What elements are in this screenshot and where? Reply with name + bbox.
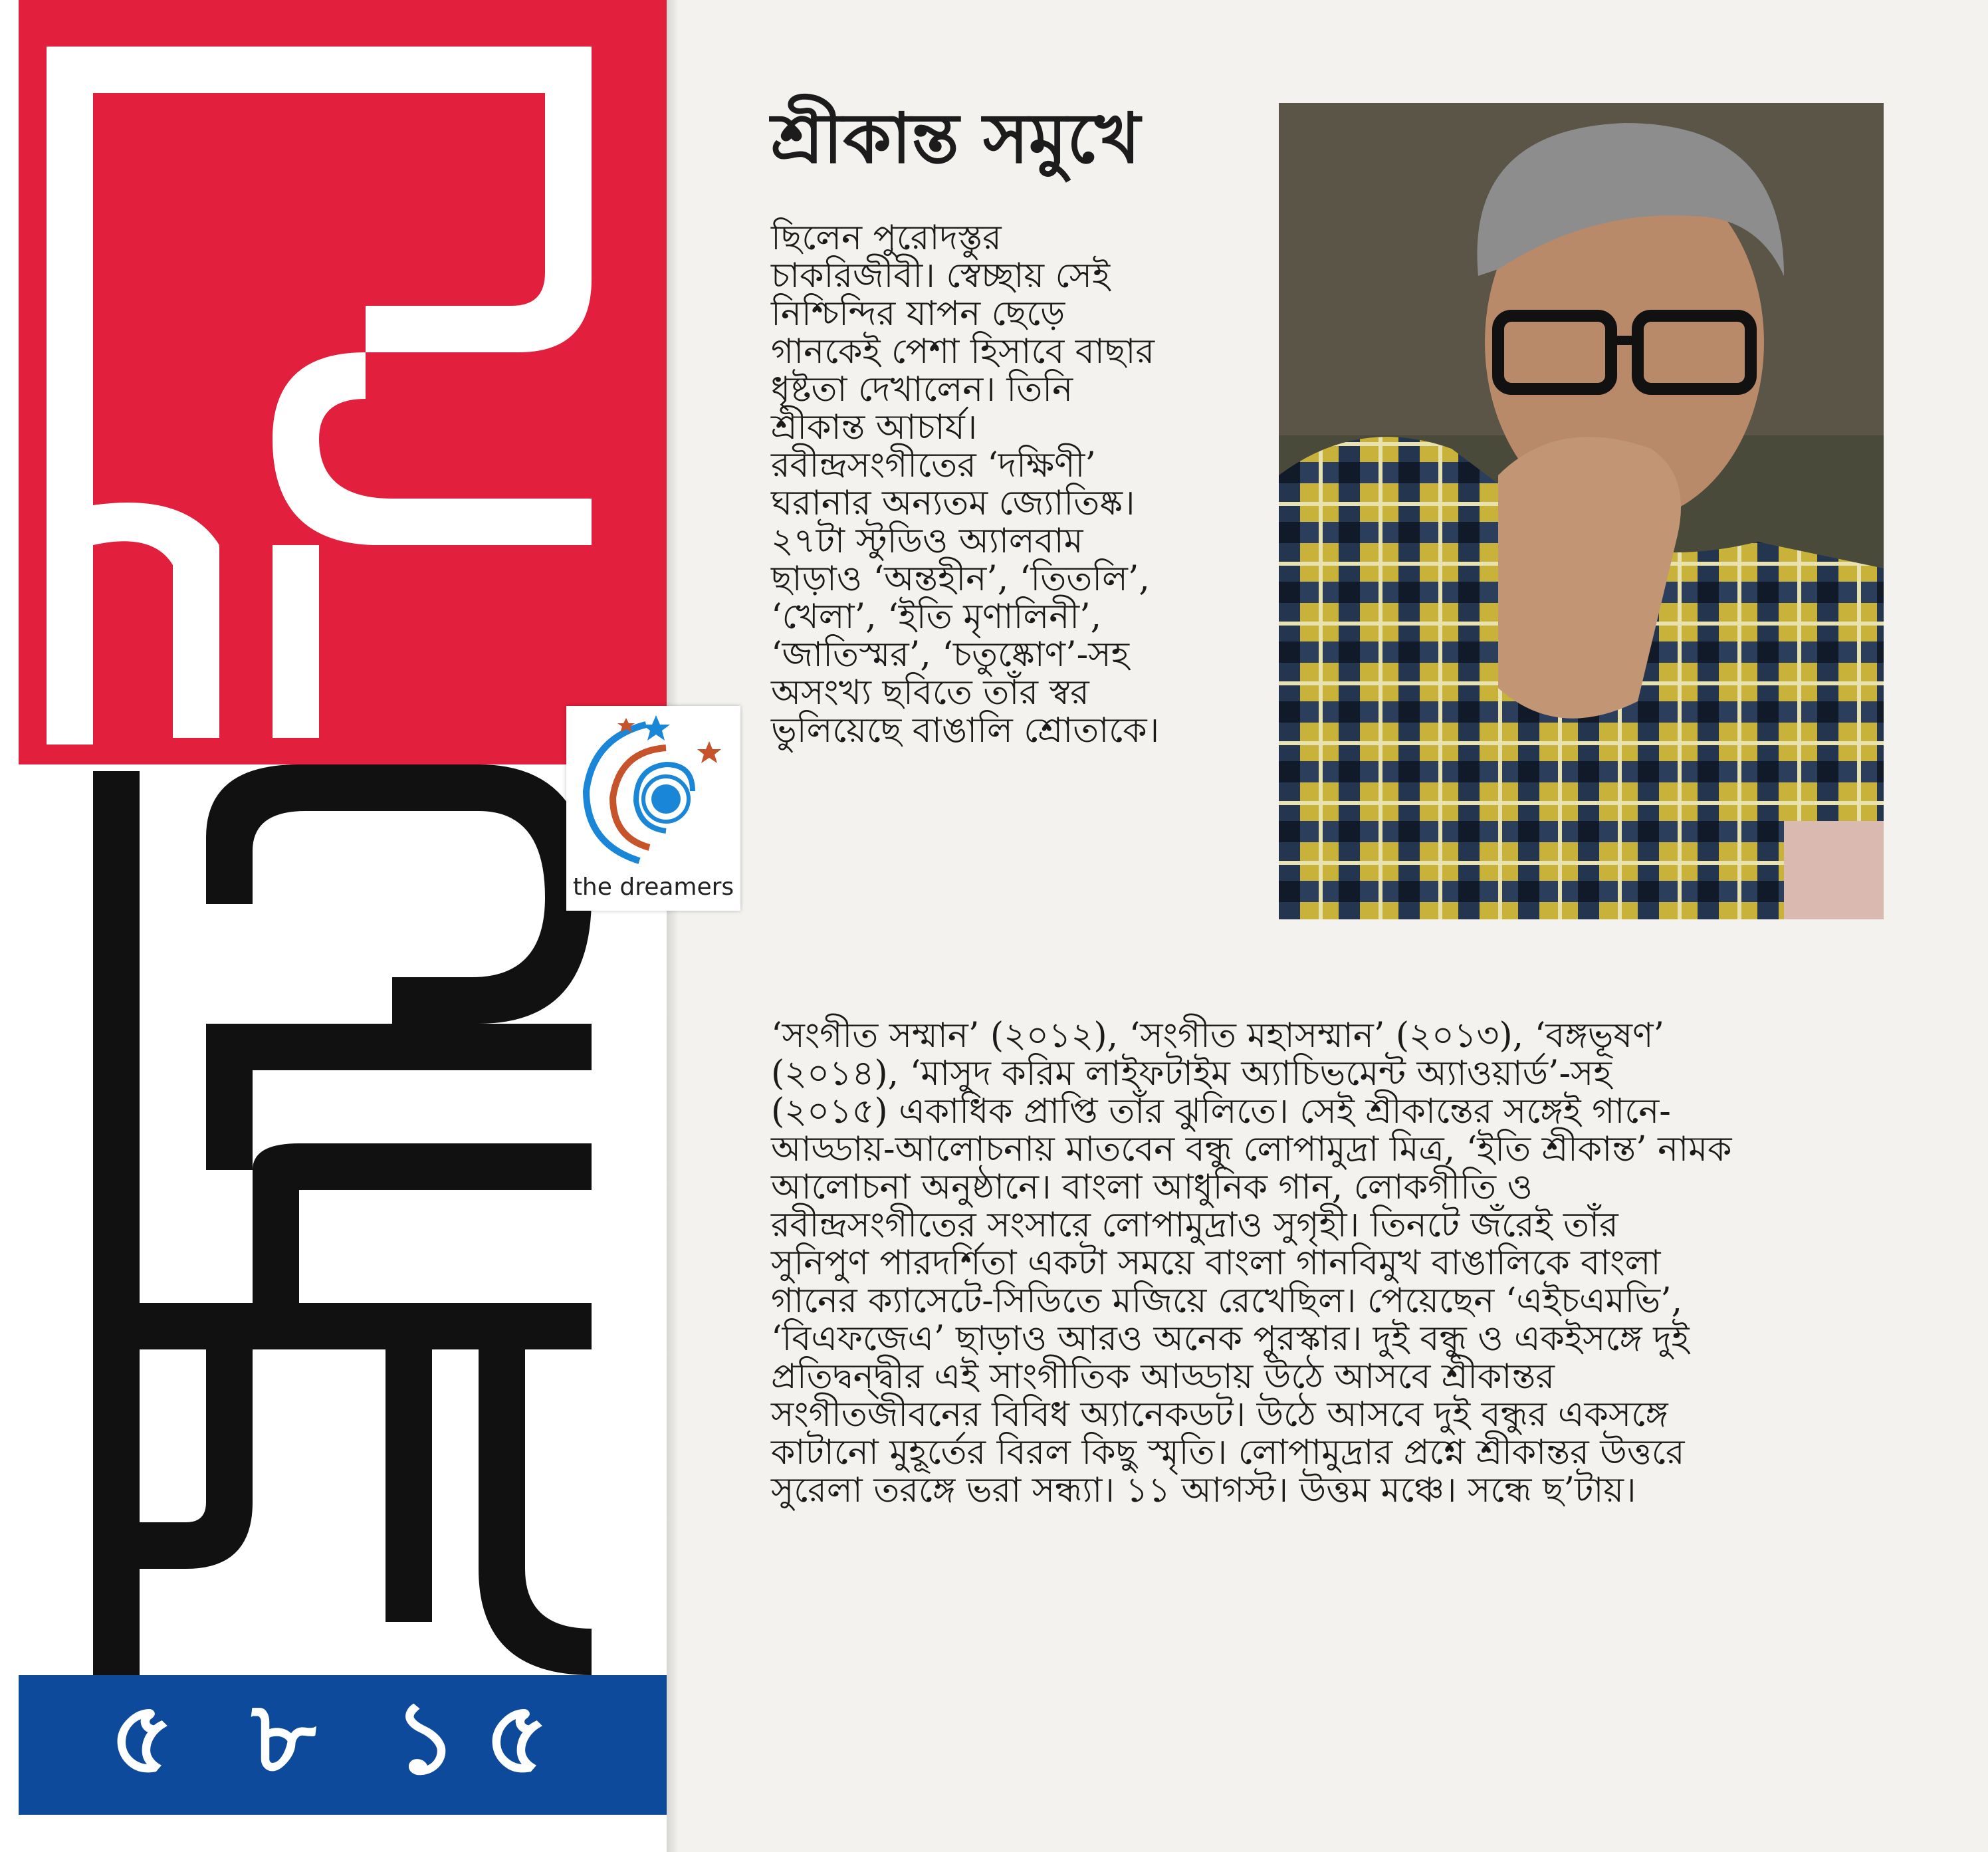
dreamers-logo-icon <box>573 711 734 871</box>
date-month: ৮ <box>251 1680 343 1796</box>
body-line: রবীন্দ্রসংগীতের ‘দক্ষিণী’ <box>771 445 1096 485</box>
masthead-date <box>19 1675 667 1815</box>
body-line: চাকরিজীবী। স্বেচ্ছায় সেই <box>771 256 1111 296</box>
masthead <box>0 0 678 1852</box>
body-line: প্রতিদ্বন্দ্বীর এই সাংগীতিক আড্ডায় উঠে আসবে শ্রীকান্তর <box>771 1357 1555 1397</box>
article-body-narrow <box>771 219 1250 750</box>
body-line: অসংখ্য ছবিতে তাঁর স্বর <box>771 673 1089 713</box>
article-body-wide <box>771 1017 1901 1510</box>
body-line: ছিলেন পুরোদস্তুর <box>771 218 1002 258</box>
body-line: কাটানো মুহূর্তের বিরল কিছু স্মৃতি। লোপামুদ্রার প্রশ্নে শ্রীকান্তর উত্তরে <box>771 1433 1685 1472</box>
body-line: ২৭টা স্টুডিও অ্যালবাম <box>771 521 1083 561</box>
body-line: ‘বিএফজেএ’ ছাড়াও আরও অনেক পুরস্কার। দুই বন্ধু ও একইসঙ্গে দুই <box>771 1319 1690 1359</box>
body-line: (২০১৪), ‘মাসুদ করিম লাইফটাইম অ্যাচিভমেন্ট অ্যাওয়ার্ড’-সহ <box>771 1054 1612 1094</box>
body-line: আলোচনা অনুষ্ঠানে। বাংলা আধুনিক গান, লোকগীতি ও <box>771 1167 1533 1207</box>
body-line: আড্ডায়-আলোচনায় মাতবেন বন্ধু লোপামুদ্রা মিত্র, ‘ইতি শ্রীকান্ত’ নামক <box>771 1129 1732 1169</box>
date-year: ১৫ <box>393 1680 576 1796</box>
body-line: ঘরানার অন্যতম জ্যোতিষ্ক। <box>771 483 1135 523</box>
body-line: ভুলিয়েছে বাঙালি শ্রোতাকে। <box>771 711 1160 751</box>
article-photo <box>1279 103 1884 919</box>
article-headline: শ্রীকান্ত সমুখে <box>771 98 1141 179</box>
body-line: ছাড়াও ‘অন্তহীন’, ‘তিতলি’, <box>771 559 1150 599</box>
body-line: নিশ্চিন্দির যাপন ছেড়ে <box>771 294 1065 334</box>
dreamers-logo-text: the dreamers <box>572 873 734 901</box>
body-line: ‘খেলা’, ‘ইতি মৃণালিনী’, <box>771 597 1102 637</box>
body-line: ‘সংগীত সম্মান’ (২০১২), ‘সংগীত মহাসম্মান’ (২০১৩), ‘বঙ্গভূষণ’ <box>771 1016 1665 1056</box>
date-day: ৫ <box>109 1680 201 1796</box>
dreamers-logo <box>566 706 740 911</box>
body-line: সুনিপুণ পারদর্শিতা একটা সময়ে বাংলা গানবিমুখ বাঙালিকে বাংলা <box>771 1243 1661 1283</box>
body-line: ‘জাতিস্মর’, ‘চতুষ্কোণ’-সহ <box>771 635 1129 675</box>
body-line: গানকেই পেশা হিসাবে বাছার <box>771 332 1155 372</box>
body-line: সংগীতজীবনের বিবিধ অ্যানেকডট। উঠে আসবে দুই বন্ধুর একসঙ্গে <box>771 1395 1668 1435</box>
body-line: ধৃষ্টতা দেখালেন। তিনি <box>771 370 1073 409</box>
body-line: শ্রীকান্ত আচার্য। <box>771 407 978 447</box>
body-line: (২০১৫) একাধিক প্রাপ্তি তাঁর ঝুলিতে। সেই শ্রীকান্তের সঙ্গেই গানে- <box>771 1092 1671 1131</box>
body-line: সুরেলা তরঙ্গে ভরা সন্ধ্যা। ১১ আগস্ট। উত্তম মঞ্চে। সন্ধে ছ’টায়। <box>771 1470 1636 1510</box>
page-fold-shadow <box>667 0 679 1852</box>
body-line: গানের ক্যাসেটে-সিডিতে মজিয়ে রেখেছিল। পেয়েছেন ‘এইচএমভি’, <box>771 1281 1683 1321</box>
body-line: রবীন্দ্রসংগীতের সংসারে লোপামুদ্রাও সুগৃহী। তিনটে জঁরেই তাঁর <box>771 1205 1618 1245</box>
